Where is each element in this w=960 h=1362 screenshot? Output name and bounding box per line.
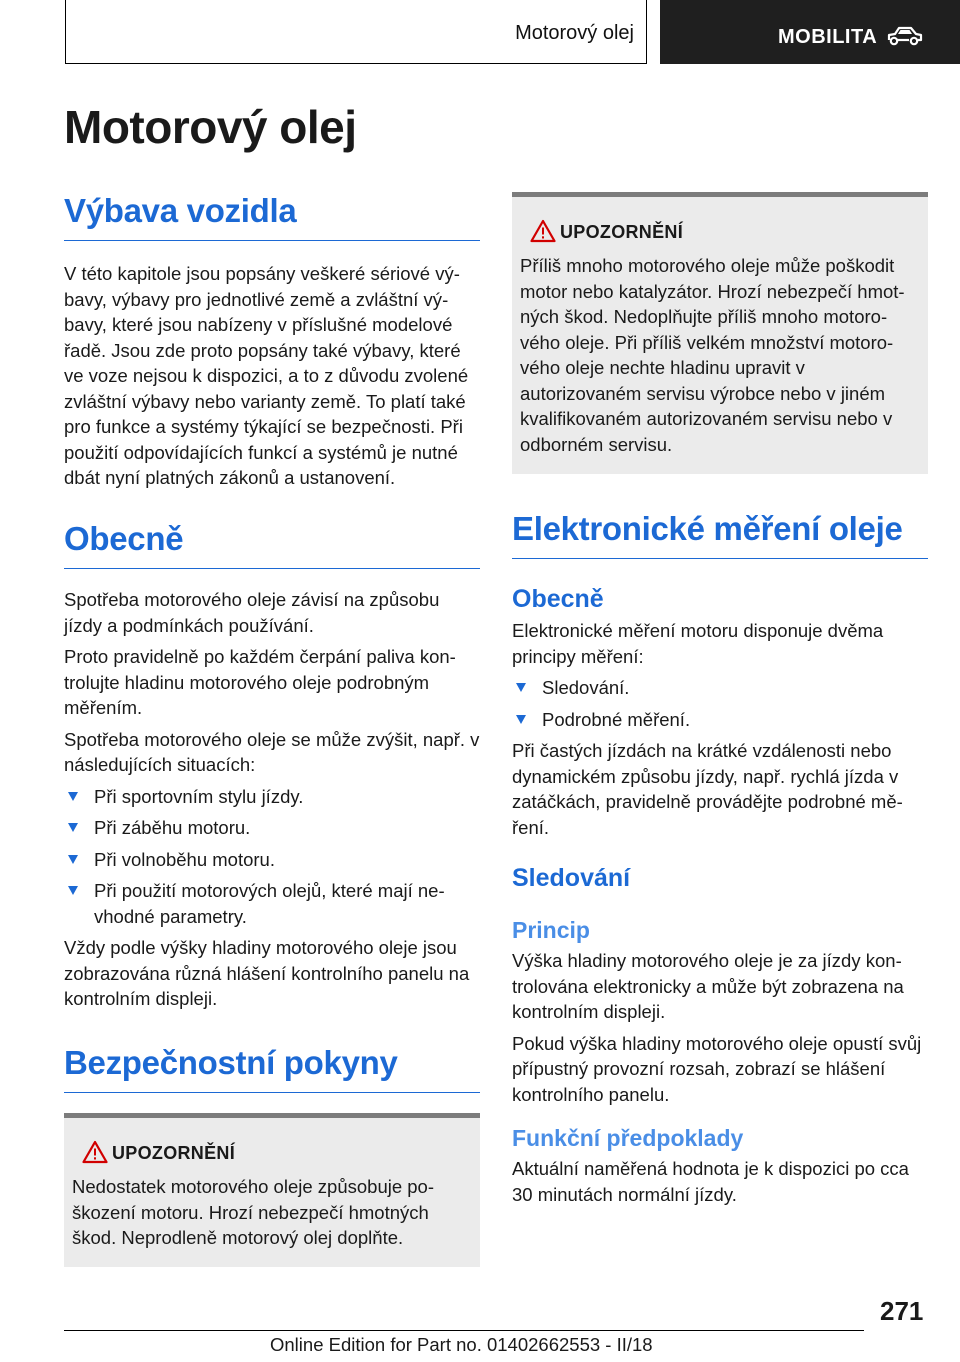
warning-title: UPOZORNĚNÍ xyxy=(72,1140,472,1166)
heading-funkcni-predpoklady: Funkční předpoklady xyxy=(512,1125,744,1151)
header-chapter-box xyxy=(660,0,960,64)
triangle-bullet-icon xyxy=(68,792,78,801)
list-item: Podrobné měření. xyxy=(512,707,928,733)
section-vybava xyxy=(64,192,480,491)
list-item: Při použití motorových olejů, které mají nevhodné parametry. xyxy=(64,878,480,929)
section-warning-right xyxy=(512,192,928,474)
header-chapter-title: MOBILITA xyxy=(778,26,878,48)
list-item: Při volnoběhu motoru. xyxy=(64,847,480,873)
header-section-box xyxy=(65,0,647,64)
princip-text2: Pokud výška hladiny motorového oleje opustí svůj přípustný provozní rozsah, zobrazí se hlášení kontrolního panelu. xyxy=(512,1032,922,1105)
list-item: Při záběhu motoru. xyxy=(64,815,480,841)
heading-obecne-emo: Obecně xyxy=(512,585,604,613)
header-section-title: Motorový olej xyxy=(515,22,634,44)
warning-triangle-icon xyxy=(82,1140,108,1164)
emo-obecne-text: Elektronické měření motoru disponuje dvěma principy měření: xyxy=(512,620,884,667)
heading-obecne: Obecně xyxy=(64,520,480,569)
heading-vybava: Výbava vozidla xyxy=(64,192,480,241)
obecne-p3: Spotřeba motorového oleje se může zvýšit, např. v následujících situacích: xyxy=(64,728,480,775)
heading-princip: Princip xyxy=(512,917,590,943)
triangle-bullet-icon xyxy=(68,855,78,864)
warning-title: UPOZORNĚNÍ xyxy=(520,219,920,245)
obecne-p1: Spotřeba motorového oleje závisí na způsobu jízdy a podmínkách používání. xyxy=(64,589,440,636)
predpoklady-text: Aktuální naměřená hodnota je k dispozici po cca 30 minutách normální jízdy. xyxy=(512,1158,909,1205)
emo-obecne-text2: Při častých jízdách na krátké vzdálenosti nebo dynamickém způsobu jízdy, např. rychlá jízda v zatáčkách, pravidelně provádějte podrobné měření. xyxy=(512,740,903,838)
list-item: Sledování. xyxy=(512,675,928,701)
footer-edition-text: Online Edition for Part no. 01402662553 - II/18 xyxy=(270,1334,653,1355)
warning-triangle-icon xyxy=(530,219,556,243)
heading-bezpecnost: Bezpečnostní pokyny xyxy=(64,1044,480,1093)
warning-box xyxy=(64,1113,480,1267)
triangle-bullet-icon xyxy=(68,886,78,895)
triangle-bullet-icon xyxy=(516,715,526,724)
list-item: Při sportovním stylu jízdy. xyxy=(64,784,480,810)
warning-text: Nedostatek motorového oleje způsobuje poškození motoru. Hrozí nebezpečí hmotných škod. Neprodleně motorový olej doplňte. xyxy=(72,1176,435,1248)
obecne-p2: Proto pravidelně po každém čerpání paliva kontrolujte hladinu motorového oleje podrobným měřením. xyxy=(64,646,456,718)
page-title: Motorový olej xyxy=(64,101,357,153)
emo-bullet-list xyxy=(512,675,928,732)
section-elektronicke-mereni xyxy=(512,510,928,1207)
triangle-bullet-icon xyxy=(516,683,526,692)
section-obecne xyxy=(64,520,480,1012)
heading-sledovani: Sledování xyxy=(512,864,631,892)
page-number: 271 xyxy=(880,1296,924,1326)
section-bezpecnost xyxy=(64,1044,480,1267)
obecne-p4: Vždy podle výšky hladiny motorového oleje jsou zobrazována různá hlášení kontrolního panelu na kontrolním displeji. xyxy=(64,937,470,1009)
vybava-text: V této kapitole jsou popsány veškeré sériové výbavy, výbavy pro jednotlivé země a zvláštní výbavy, které jsou nabízeny v příslušné modelové řadě. Jsou zde proto popsány také výbavy, které ve voze nejsou k dispozici, a to z důvodu zvolené zvláštní výbavy nebo varianty země. To platí také pro funkce a systémy týkající se bezpečnosti. Při použití odpovídajících funkcí a systémů je nutné dbát nyní platných zákonů a ustanovení. xyxy=(64,263,469,488)
triangle-bullet-icon xyxy=(68,823,78,832)
heading-elektronicke-mereni: Elektronické měření oleje xyxy=(512,510,928,559)
warning-text: Příliš mnoho motorového oleje může poškodit motor nebo katalyzátor. Hrozí nebezpečí hmotných škod. Nedoplňujte příliš mnoho motorového oleje. Při příliš velkém množství motorového oleje nechte hladinu upravit v autorizovaném servisu výrobce nebo v jiném kvalifikovaném autorizovaném servisu nebo v odborném servisu. xyxy=(520,255,905,455)
warning-box xyxy=(512,192,928,474)
obecne-bullet-list xyxy=(64,784,480,930)
footer-divider xyxy=(64,1330,864,1331)
car-icon xyxy=(886,26,924,48)
princip-text1: Výška hladiny motorového oleje je za jízdy kontrolována elektronicky a může být zobrazena na kontrolním displeji. xyxy=(512,950,904,1022)
